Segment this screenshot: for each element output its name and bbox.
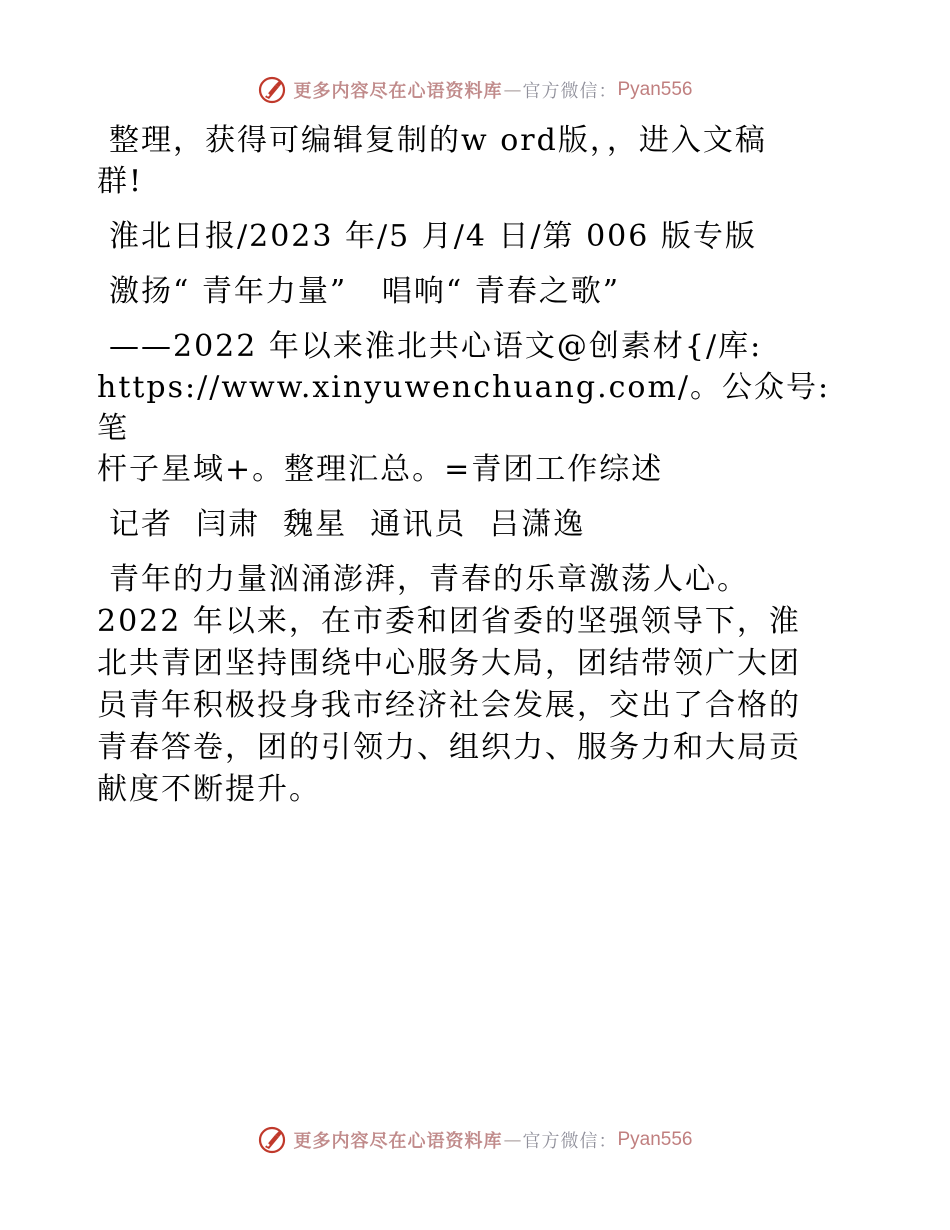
- banner-brand: 更多内容尽在心语资料库: [293, 81, 503, 102]
- banner-dash: —: [503, 1129, 522, 1151]
- body-line-4: 员青年积极投身我市经济社会发展，交出了合格的: [97, 688, 801, 723]
- body-line-1: 青年的力量汹涌澎湃，青春的乐章激荡人心。: [109, 562, 749, 597]
- source-line: 淮北日报/2023 年/5 月/4 日/第 006 版专版: [109, 219, 757, 254]
- subtitle-line-2: https://www.xinyuwenchuang.com/。公众号: 笔: [97, 370, 842, 446]
- byline: 记者 闫肃 魏星 通讯员 吕潇逸: [109, 507, 586, 542]
- body-line-5: 青春答卷，团的引领力、组织力、服务力和大局贡: [97, 730, 801, 765]
- banner-dash: —: [503, 79, 522, 101]
- banner-wechat-label: 官方微信：: [522, 1131, 618, 1152]
- header-watermark: [0, 70, 950, 110]
- banner-wechat-id: Pyan556: [617, 79, 693, 100]
- body-line-2: 2022 年以来，在市委和团省委的坚强领导下，淮: [97, 604, 801, 639]
- pen-nib-circle-icon: [257, 75, 287, 105]
- intro-line-2: 群!: [97, 164, 144, 199]
- intro-line-1: 整理，获得可编辑复制的w ord版，，进入文稿: [109, 123, 767, 158]
- banner-wechat-id: Pyan556: [617, 1129, 693, 1150]
- banner-wechat-label: 官方微信：: [522, 81, 618, 102]
- document-body: [97, 120, 857, 811]
- body-line-3: 北共青团坚持围绕中心服务大局，团结带领广大团: [97, 646, 801, 681]
- headline: 激扬“ 青年力量” 唱响“ 青春之歌”: [109, 274, 621, 309]
- footer-watermark: [0, 1120, 950, 1160]
- body-line-6: 献度不断提升。: [97, 772, 321, 807]
- banner-brand: 更多内容尽在心语资料库: [293, 1131, 503, 1152]
- subtitle-line-1: ——2022 年以来淮北共心语文@创素材{/库:: [109, 329, 763, 364]
- subtitle-line-3: 杆子星域+。整理汇总。=青团工作综述: [97, 452, 664, 487]
- pen-nib-circle-icon: [257, 1125, 287, 1155]
